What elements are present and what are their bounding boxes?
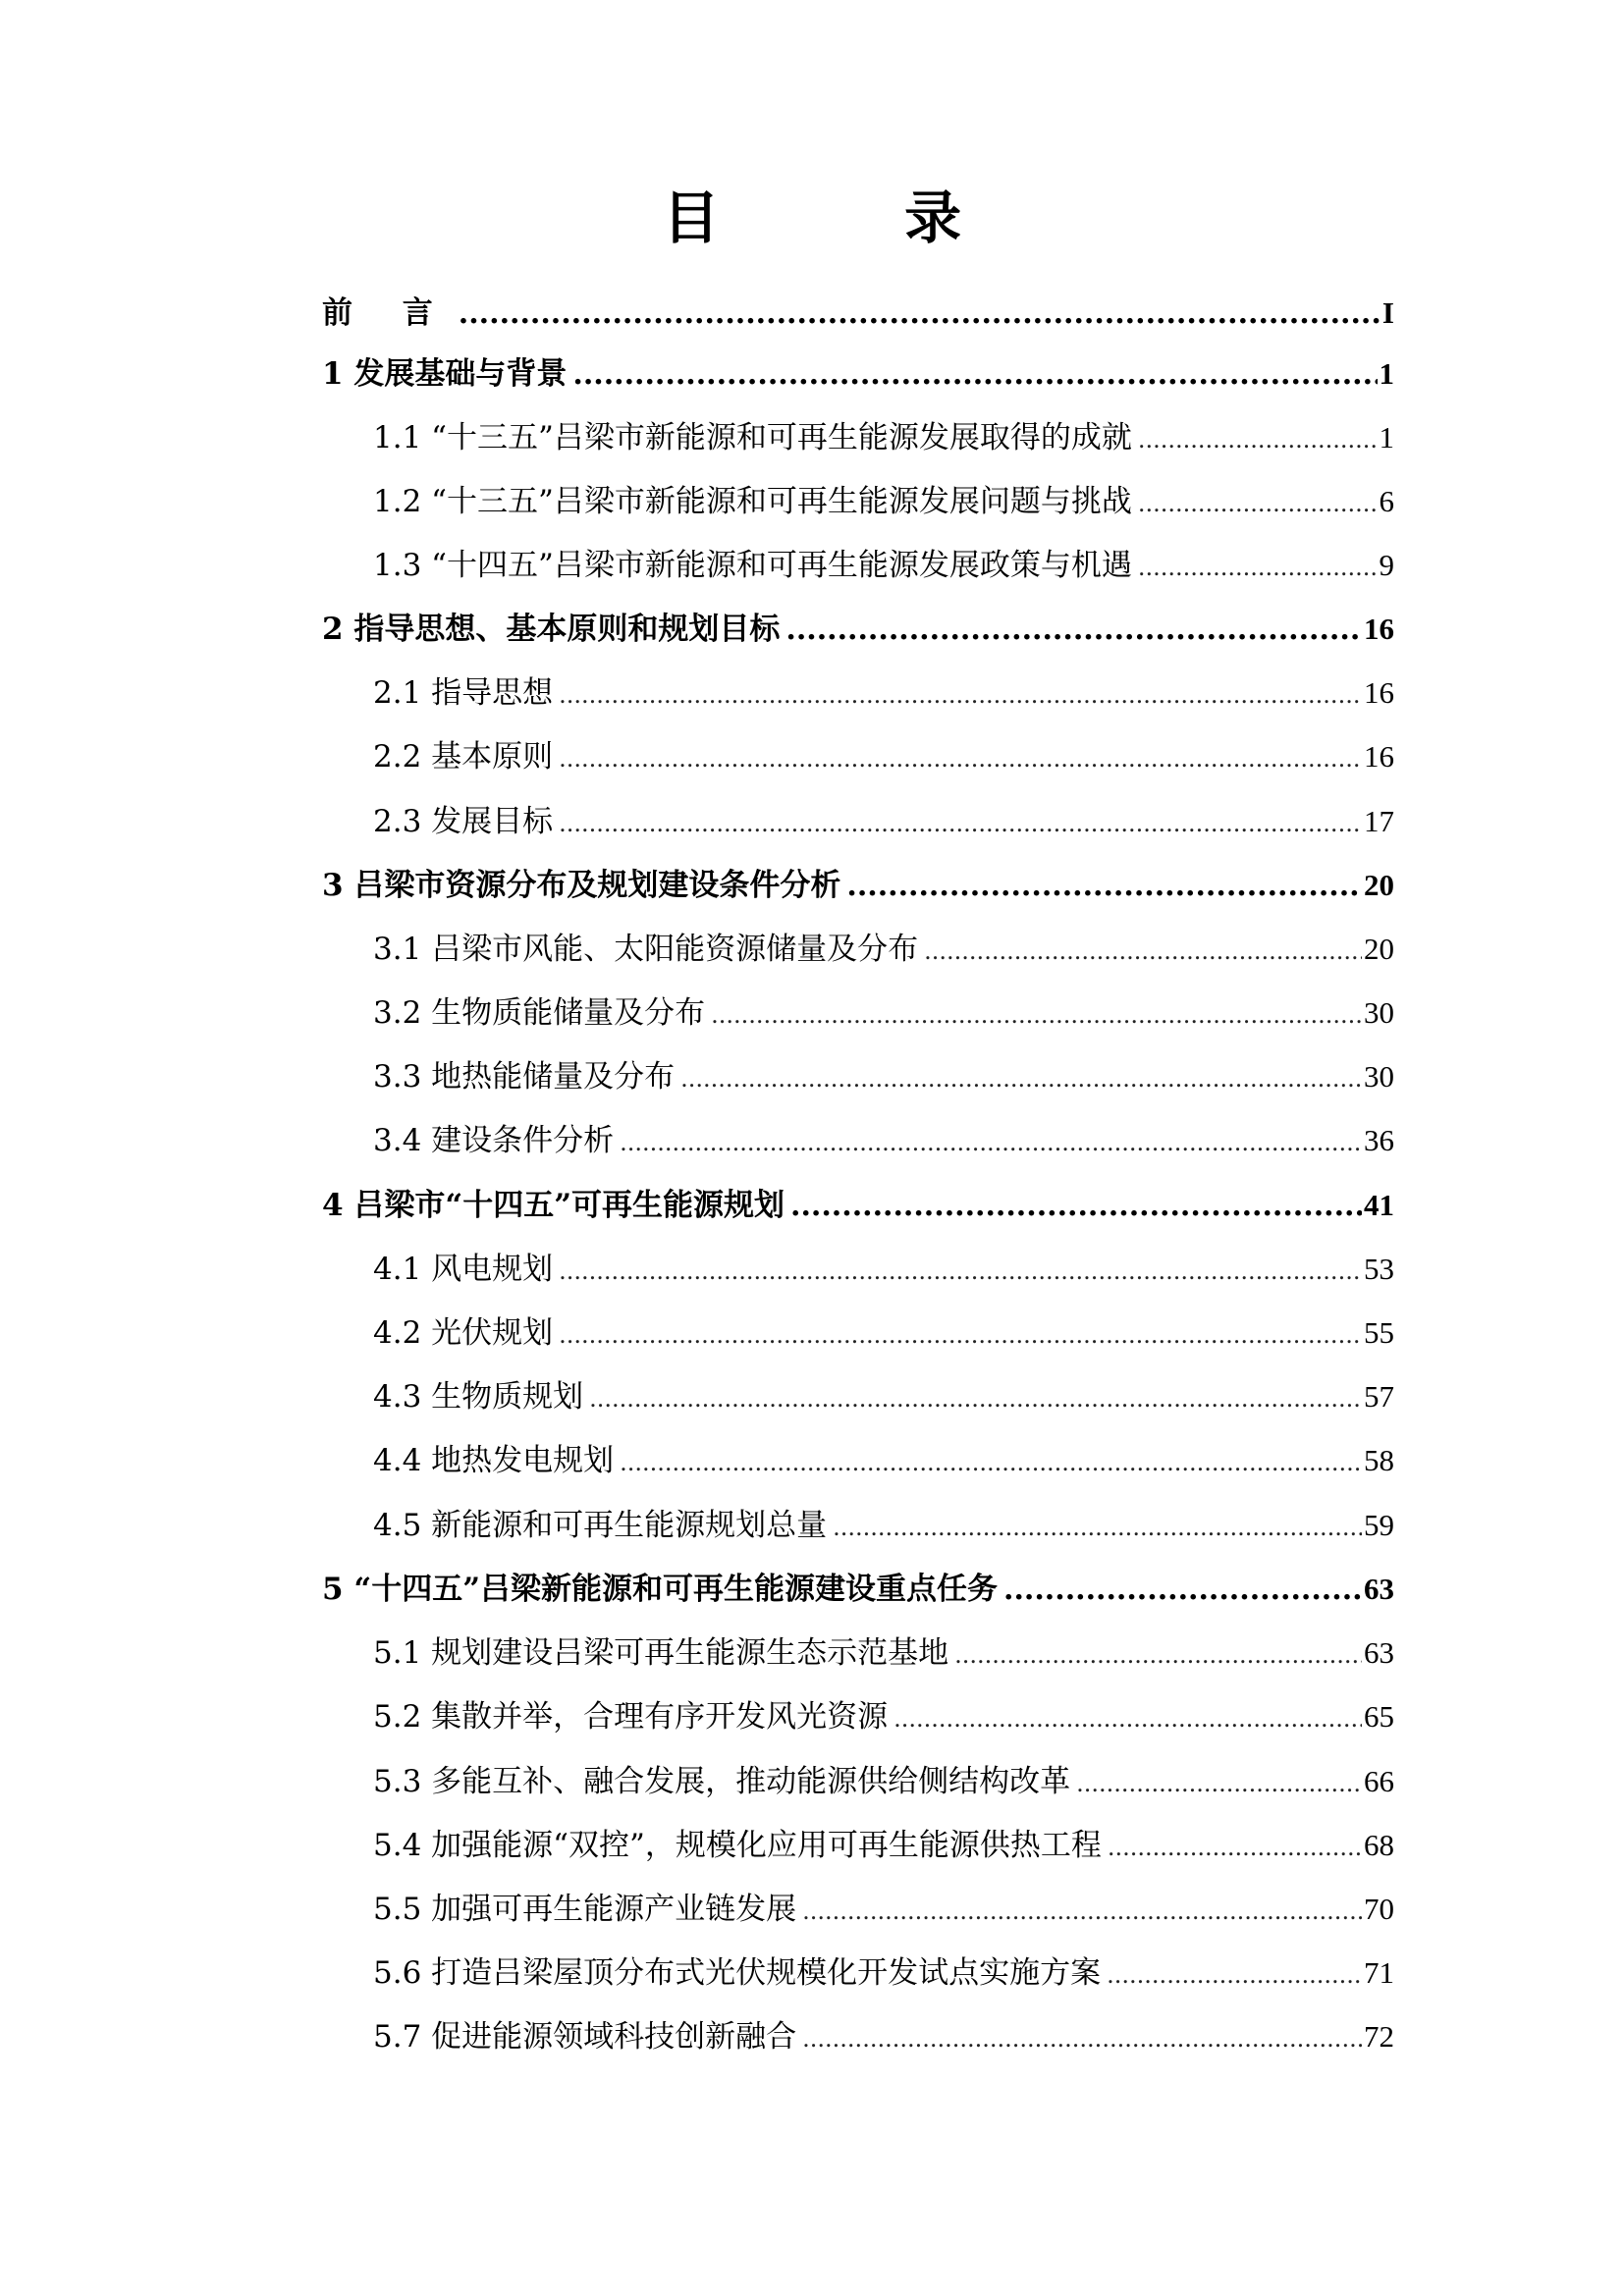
dot-leader	[559, 1306, 1362, 1364]
toc-entry-section-1-3[interactable]	[373, 536, 1394, 595]
toc-entry-page: 6	[1379, 484, 1394, 518]
toc-entry-section-4-5[interactable]	[373, 1496, 1394, 1555]
toc-entry-label: 1.3 “十四五”吕梁市新能源和可再生能源发展政策与机遇	[373, 548, 1132, 583]
dot-leader	[833, 1498, 1362, 1557]
dot-leader	[1107, 1946, 1362, 2004]
toc-entry-page: 53	[1364, 1252, 1394, 1286]
dot-leader	[1076, 1754, 1362, 1813]
toc-entry-chapter-4[interactable]	[322, 1176, 1394, 1235]
toc-entry-page: 30	[1364, 1059, 1394, 1094]
toc-entry-page: 16	[1364, 739, 1394, 774]
page-title: 目 录	[662, 185, 1045, 251]
toc-entry-label: 4.1 风电规划	[373, 1252, 554, 1287]
toc-entry-label: 前 言	[322, 295, 453, 331]
dot-leader	[802, 2009, 1362, 2068]
toc-entry-page: 1	[1379, 356, 1394, 391]
toc-entry-page: 57	[1364, 1379, 1394, 1414]
toc-entry-page: 41	[1364, 1188, 1394, 1222]
toc-entry-page: 30	[1364, 995, 1394, 1030]
toc-entry-page: I	[1381, 295, 1394, 330]
toc-entry-label: 3 吕梁市资源分布及规划建设条件分析	[322, 868, 841, 903]
toc-entry-label: 3.2 生物质能储量及分布	[373, 995, 706, 1031]
dot-leader	[1138, 538, 1378, 597]
toc-entry-section-5-3[interactable]	[373, 1752, 1394, 1811]
toc-entry-label: 1.1 “十三五”吕梁市新能源和可再生能源发展取得的成就	[373, 420, 1132, 455]
dot-leader	[802, 1882, 1362, 1941]
toc-entry-label: 4.4 地热发电规划	[373, 1443, 615, 1478]
toc-entry-label: 4.3 生物质规划	[373, 1379, 584, 1415]
toc-entry-label: 3.1 吕梁市风能、太阳能资源储量及分布	[373, 932, 919, 967]
toc-entry-label: 1.2 “十三五”吕梁市新能源和可再生能源发展问题与挑战	[373, 484, 1132, 519]
dot-leader	[924, 922, 1362, 981]
dot-leader	[846, 857, 1362, 916]
toc-entry-page: 16	[1364, 675, 1394, 710]
toc-entry-chapter-3[interactable]	[322, 856, 1394, 915]
toc-entry-section-2-2[interactable]	[373, 727, 1394, 786]
toc-entry-section-3-4[interactable]	[373, 1111, 1394, 1170]
toc-entry-label: 5.1 规划建设吕梁可再生能源生态示范基地	[373, 1635, 949, 1671]
toc-entry-label: 3.3 地热能储量及分布	[373, 1059, 676, 1095]
toc-entry-section-3-1[interactable]	[373, 920, 1394, 979]
dot-leader	[589, 1369, 1362, 1428]
toc-entry-label: 4.5 新能源和可再生能源规划总量	[373, 1508, 828, 1543]
dot-leader	[1108, 1818, 1362, 1877]
toc-entry-page: 17	[1364, 804, 1394, 838]
toc-entry-chapter-2[interactable]	[322, 600, 1394, 659]
toc-entry-preface[interactable]	[322, 284, 1394, 343]
toc-entry-page: 63	[1364, 1572, 1394, 1606]
toc-entry-label: 5.6 打造吕梁屋顶分布式光伏规模化开发试点实施方案	[373, 1955, 1102, 1991]
toc-entry-section-2-1[interactable]	[373, 664, 1394, 722]
toc-entry-page: 59	[1364, 1508, 1394, 1542]
toc-entry-page: 20	[1364, 868, 1394, 902]
dot-leader	[1138, 410, 1378, 469]
toc-entry-page: 71	[1364, 1955, 1394, 1990]
dot-leader	[620, 1113, 1362, 1172]
dot-leader	[559, 729, 1362, 788]
toc-entry-label: 4 吕梁市“十四五”可再生能源规划	[322, 1188, 785, 1223]
toc-entry-page: 16	[1364, 612, 1394, 646]
toc-entry-label: 5 “十四五”吕梁新能源和可再生能源建设重点任务	[322, 1572, 999, 1607]
toc-entry-label: 2.1 指导思想	[373, 675, 554, 711]
dot-leader	[572, 346, 1377, 404]
toc-entry-page: 20	[1364, 932, 1394, 966]
toc-entry-section-5-2[interactable]	[373, 1687, 1394, 1746]
toc-entry-label: 5.4 加强能源“双控”，规模化应用可再生能源供热工程	[373, 1828, 1102, 1863]
dot-leader	[785, 601, 1362, 660]
toc-entry-page: 1	[1379, 420, 1394, 454]
toc-entry-page: 72	[1364, 2019, 1394, 2054]
toc-entry-label: 5.7 促进能源领域科技创新融合	[373, 2019, 797, 2055]
toc-entry-page: 70	[1364, 1892, 1394, 1926]
toc-entry-section-5-1[interactable]	[373, 1624, 1394, 1682]
dot-leader	[459, 285, 1380, 344]
toc-entry-section-4-2[interactable]	[373, 1304, 1394, 1362]
toc-entry-label: 2.3 发展目标	[373, 804, 554, 839]
dot-leader	[680, 1049, 1362, 1108]
toc-entry-section-4-4[interactable]	[373, 1431, 1394, 1490]
toc-entry-section-5-7[interactable]	[373, 2007, 1394, 2066]
toc-entry-label: 5.5 加强可再生能源产业链发展	[373, 1892, 797, 1927]
toc-entry-page: 36	[1364, 1123, 1394, 1157]
toc-entry-page: 58	[1364, 1443, 1394, 1477]
toc-entry-chapter-5[interactable]	[322, 1560, 1394, 1619]
toc-entry-page: 65	[1364, 1699, 1394, 1734]
dot-leader	[1003, 1561, 1362, 1620]
toc-entry-section-3-2[interactable]	[373, 984, 1394, 1042]
toc-entry-section-5-6[interactable]	[373, 1944, 1394, 2002]
dot-leader	[790, 1177, 1362, 1236]
dot-leader	[620, 1433, 1362, 1492]
toc-entry-label: 4.2 光伏规划	[373, 1315, 554, 1351]
toc-entry-label: 5.3 多能互补、融合发展，推动能源供给侧结构改革	[373, 1764, 1071, 1799]
toc-entry-section-1-2[interactable]	[373, 472, 1394, 531]
toc-entry-page: 55	[1364, 1315, 1394, 1350]
toc-entry-label: 1 发展基础与背景	[322, 356, 568, 392]
toc-entry-section-5-4[interactable]	[373, 1816, 1394, 1875]
toc-entry-section-5-5[interactable]	[373, 1880, 1394, 1939]
toc-entry-chapter-1[interactable]	[322, 345, 1394, 403]
dot-leader	[1138, 474, 1378, 533]
toc-entry-section-1-1[interactable]	[373, 408, 1394, 467]
dot-leader	[559, 666, 1362, 724]
toc-entry-label: 2 指导思想、基本原则和规划目标	[322, 612, 781, 647]
dot-leader	[559, 1242, 1362, 1301]
toc-entry-section-4-3[interactable]	[373, 1367, 1394, 1426]
dot-leader	[559, 794, 1362, 853]
toc-entry-page: 66	[1364, 1764, 1394, 1798]
toc-entry-section-2-3[interactable]	[373, 792, 1394, 851]
toc-entry-section-3-3[interactable]	[373, 1047, 1394, 1106]
dot-leader	[711, 986, 1362, 1044]
toc-entry-page: 68	[1364, 1828, 1394, 1862]
toc-entry-section-4-1[interactable]	[373, 1240, 1394, 1299]
toc-entry-page: 63	[1364, 1635, 1394, 1670]
toc-entry-label: 3.4 建设条件分析	[373, 1123, 615, 1158]
toc-entry-page: 9	[1379, 548, 1394, 582]
dot-leader	[893, 1689, 1362, 1748]
toc-entry-label: 5.2 集散并举，合理有序开发风光资源	[373, 1699, 889, 1735]
dot-leader	[954, 1626, 1362, 1684]
toc-entry-label: 2.2 基本原则	[373, 739, 554, 774]
